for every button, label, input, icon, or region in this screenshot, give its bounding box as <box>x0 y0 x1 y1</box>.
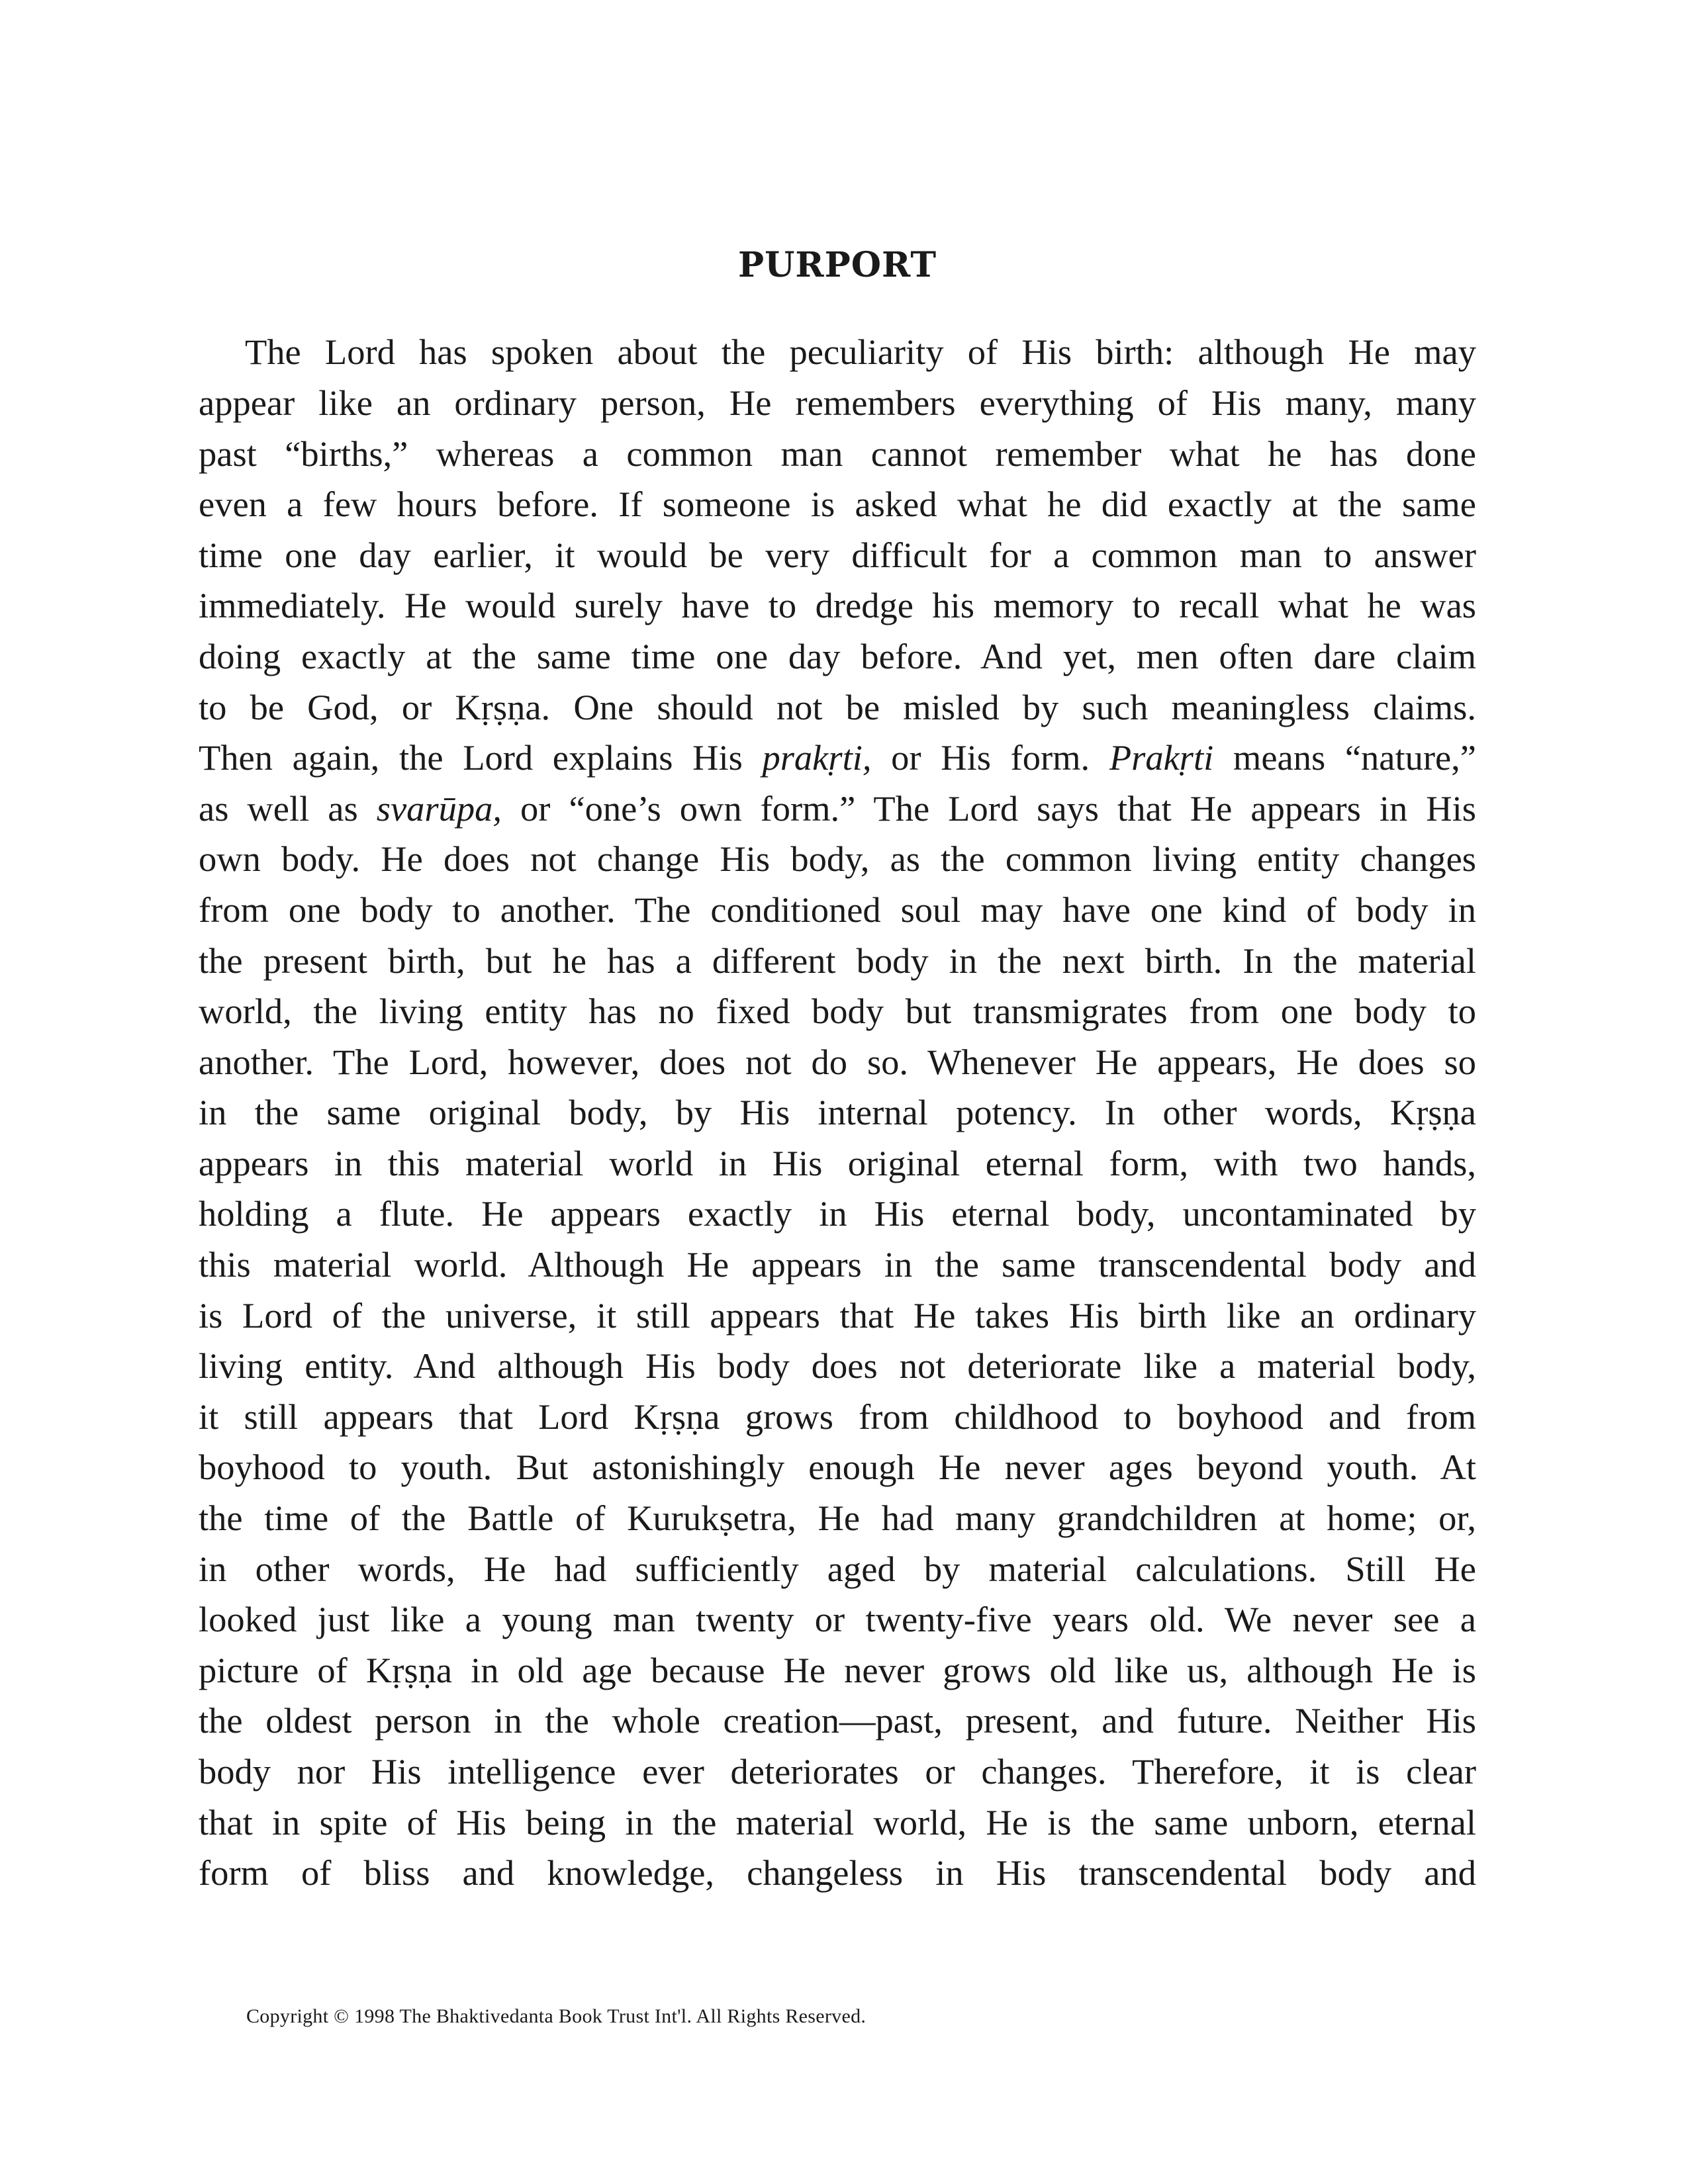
italic-term: prakṛti, <box>762 737 872 778</box>
text-run: means “nature,” <box>1213 737 1476 778</box>
text-run: holding a flute. He appears exactly in His eternal body, uncontaminated by <box>199 1193 1476 1234</box>
text-run: in other words, He had sufficiently aged by material calculations. Still He <box>199 1548 1476 1589</box>
text-run: to be God, or Kṛṣṇa. One should not be misled by such meaningless claims. <box>199 686 1476 727</box>
text-line <box>199 1848 1476 1899</box>
text-run: past “births,” whereas a common man cannot remember what he has done <box>199 433 1476 474</box>
text-line <box>199 1240 1476 1291</box>
text-line <box>199 1797 1476 1848</box>
text-line <box>199 378 1476 429</box>
text-line <box>199 784 1476 835</box>
text-run: body nor His intelligence ever deteriorates or changes. Therefore, it is clear <box>199 1751 1476 1792</box>
text-run: the time of the Battle of Kurukṣetra, He had many grandchildren at home; or, <box>199 1498 1476 1539</box>
text-line <box>199 1291 1476 1342</box>
text-run: or “one’s own form.” The Lord says that He appears in His <box>501 788 1476 829</box>
text-line <box>199 936 1476 987</box>
text-run: own body. He does not change His body, as the common living entity changes <box>199 839 1476 880</box>
copyright-notice: Copyright © 1998 The Bhaktivedanta Book Trust Int'l. All Rights Reserved. <box>246 2005 867 2027</box>
text-line <box>199 479 1476 530</box>
text-run: world, the living entity has no fixed body but transmigrates from one body to <box>199 991 1476 1032</box>
text-run: looked just like a young man twenty or twenty-five years old. We never see a <box>199 1599 1476 1640</box>
text-run: appear like an ordinary person, He remembers everything of His many, many <box>199 382 1476 423</box>
text-line <box>199 834 1476 885</box>
italic-term: svarūpa, <box>376 788 502 829</box>
text-line <box>199 682 1476 733</box>
text-run: time one day earlier, it would be very difficult for a common man to answer <box>199 534 1476 575</box>
text-line <box>199 1087 1476 1138</box>
text-line <box>199 986 1476 1037</box>
text-run: it still appears that Lord Kṛṣṇa grows from childhood to boyhood and from <box>199 1396 1476 1437</box>
text-line <box>199 1696 1476 1747</box>
text-line <box>199 1341 1476 1392</box>
text-run: another. The Lord, however, does not do so. Whenever He appears, He does so <box>199 1041 1476 1082</box>
page-title: PURPORT <box>737 245 937 285</box>
text-run: boyhood to youth. But astonishingly enough He never ages beyond youth. At <box>199 1447 1476 1488</box>
text-line <box>199 1037 1476 1088</box>
purport-paragraph <box>199 327 1476 1898</box>
text-run: is Lord of the universe, it still appears that He takes His birth like an ordinary <box>199 1295 1476 1336</box>
text-run: that in spite of His being in the material world, He is the same unborn, eternal <box>199 1801 1476 1843</box>
page-content <box>199 245 1476 1899</box>
text-run: doing exactly at the same time one day before. And yet, men often dare claim <box>199 635 1476 676</box>
text-line <box>199 1392 1476 1443</box>
text-line <box>199 530 1476 581</box>
text-run: Then again, the Lord explains His <box>199 737 763 778</box>
text-line <box>199 1747 1476 1797</box>
text-line <box>199 1189 1476 1240</box>
text-line <box>199 327 1476 378</box>
text-line <box>199 1544 1476 1595</box>
text-line <box>199 1645 1476 1696</box>
text-line <box>199 631 1476 682</box>
text-line <box>199 1594 1476 1645</box>
text-line <box>199 429 1476 480</box>
text-line <box>199 885 1476 936</box>
text-run: form of bliss and knowledge, changeless in His transcendental body and <box>199 1852 1476 1893</box>
text-line <box>199 1493 1476 1544</box>
text-run: this material world. Although He appears in the same transcendental body and <box>199 1244 1476 1285</box>
text-run: as well as <box>199 788 377 829</box>
text-run: living entity. And although His body does not deteriorate like a material body, <box>199 1345 1476 1387</box>
text-line <box>199 1442 1476 1493</box>
text-run: the present birth, but he has a different body in the next birth. In the material <box>199 940 1476 981</box>
text-run: even a few hours before. If someone is asked what he did exactly at the same <box>199 484 1476 525</box>
text-run: in the same original body, by His internal potency. In other words, Kṛṣṇa <box>199 1092 1476 1133</box>
text-line <box>199 1138 1476 1189</box>
text-run: The Lord has spoken about the peculiarity of His birth: although He may <box>245 332 1476 373</box>
text-run: the oldest person in the whole creation—past, present, and future. Neither His <box>199 1700 1476 1741</box>
text-run: picture of Kṛṣṇa in old age because He never grows old like us, although He is <box>199 1649 1476 1690</box>
text-run: immediately. He would surely have to dredge his memory to recall what he was <box>199 585 1476 626</box>
text-line <box>199 733 1476 784</box>
text-run: appears in this material world in His original eternal form, with two hands, <box>199 1142 1476 1183</box>
text-run: from one body to another. The conditioned soul may have one kind of body in <box>199 889 1476 930</box>
text-line <box>199 580 1476 631</box>
italic-term: Prakṛti <box>1109 737 1214 778</box>
text-run: or His form. <box>871 737 1109 778</box>
